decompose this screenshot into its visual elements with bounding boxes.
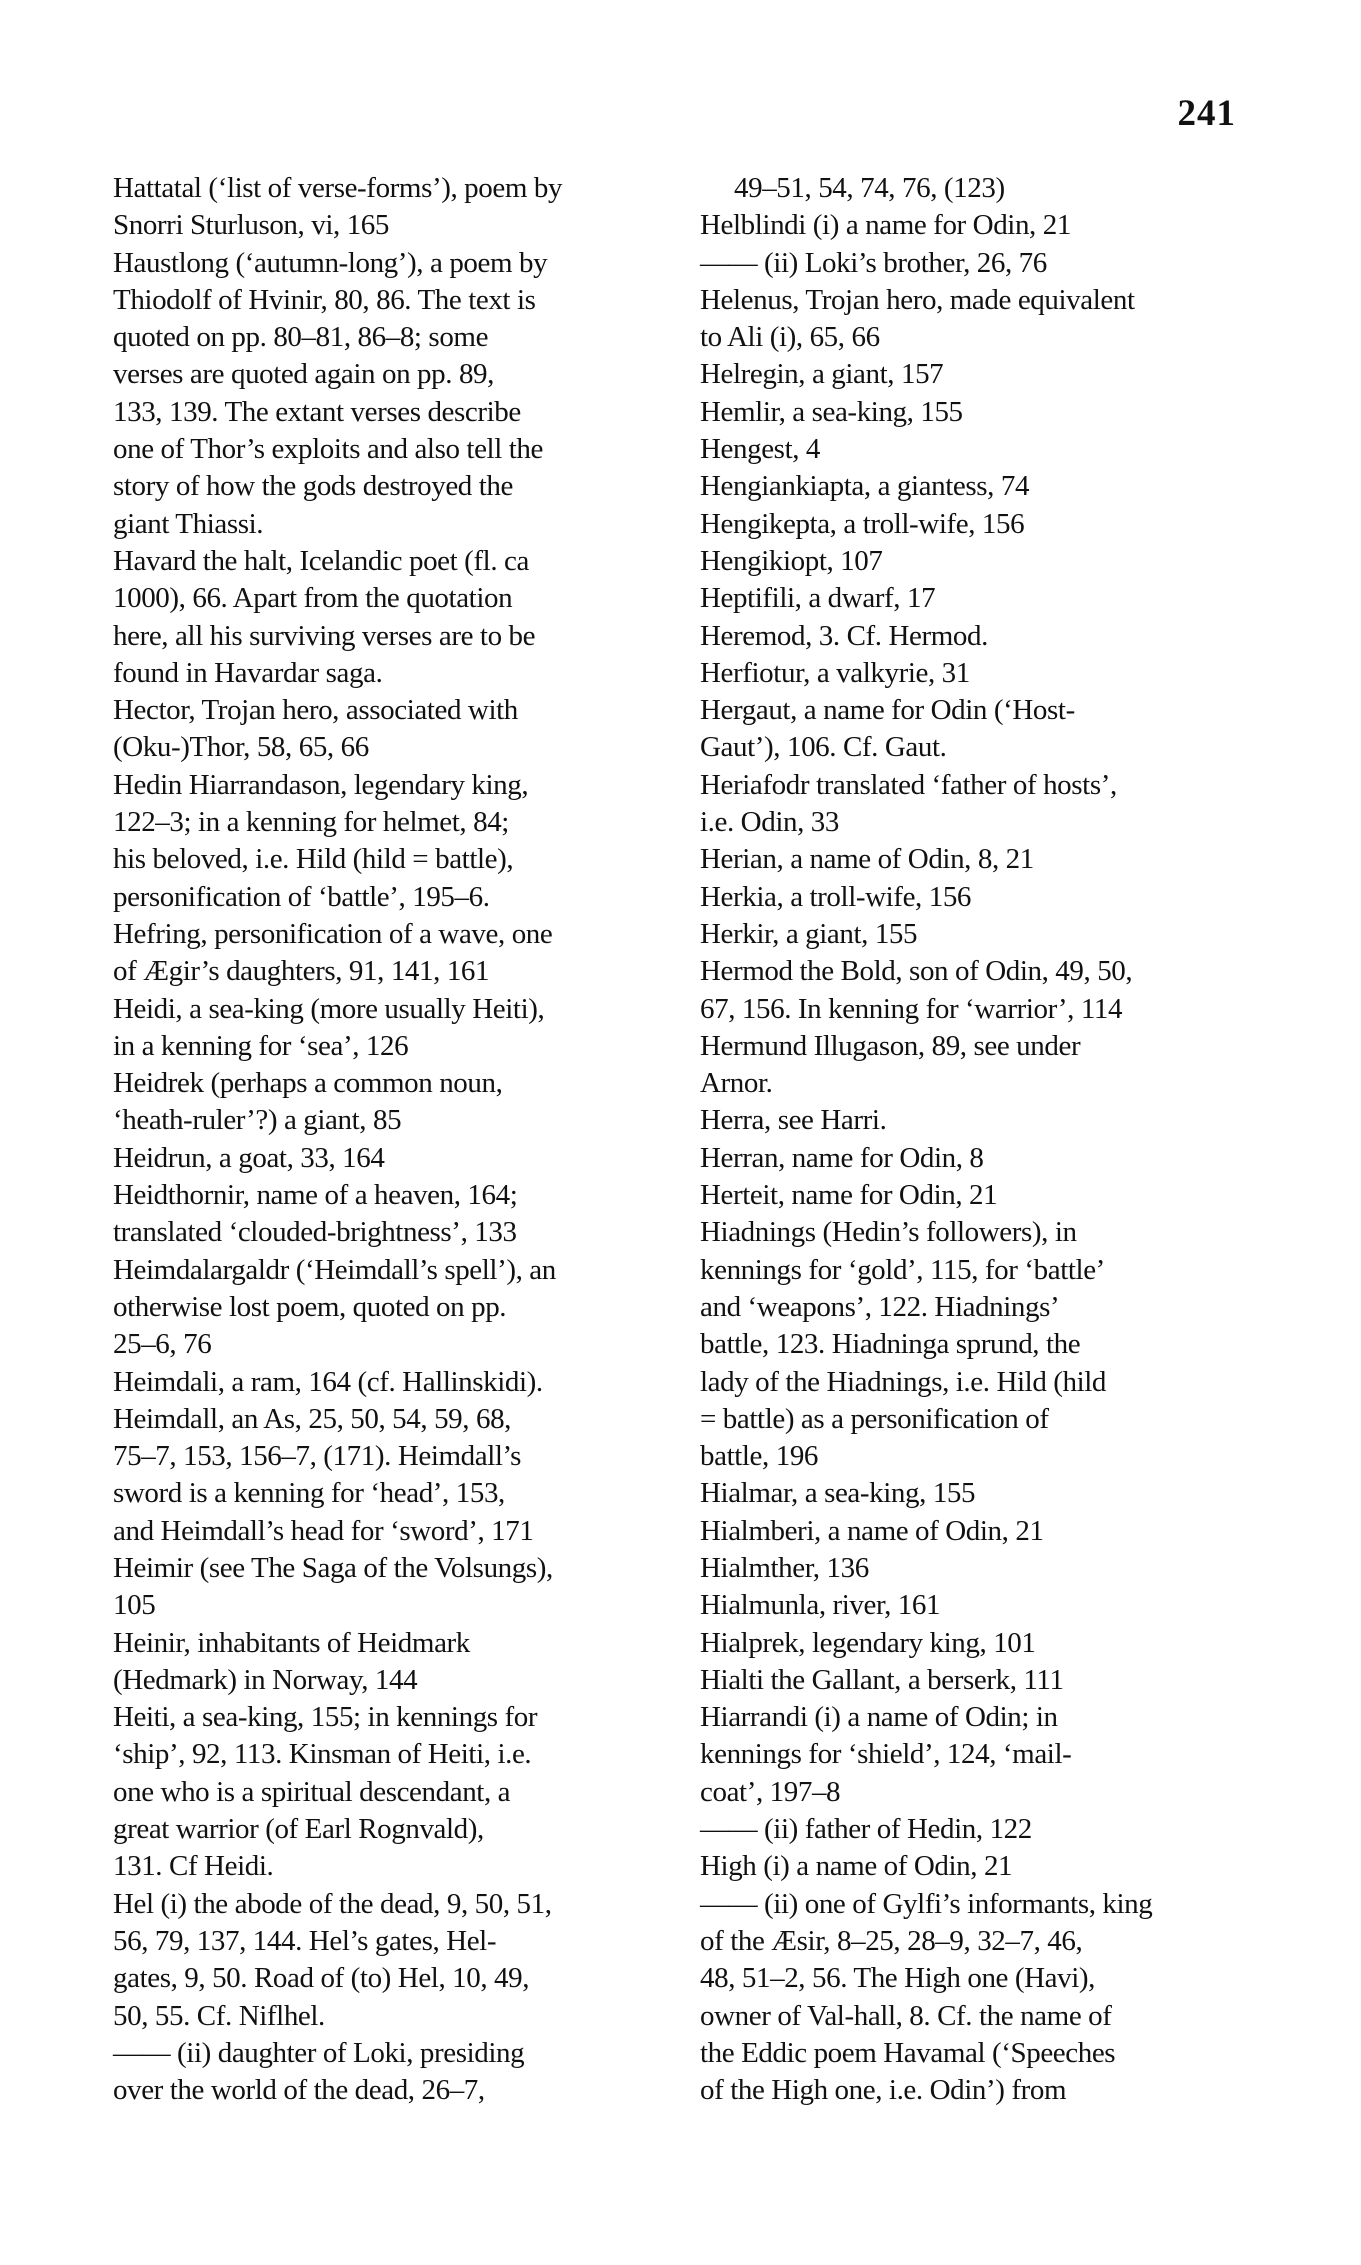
entry-line: one of Thor’s exploits and also tell the [113,433,543,466]
entry-line: = battle) as a personification of [700,1402,1049,1435]
index-entry [113,1401,673,1550]
entry-line: Heidrun, a goat, 33, 164 [113,1141,385,1174]
entry-line: battle, 123. Hiadninga sprund, the [700,1328,1081,1361]
entry-line: Heimdall, an As, 25, 50, 54, 59, 68, [113,1402,512,1435]
entry-line: Thiodolf of Hvinir, 80, 86. The text is [113,283,536,316]
index-entry [700,506,1260,543]
entry-line: in a kenning for ‘sea’, 126 [113,1029,409,1062]
index-entry [700,394,1260,431]
entry-line: Heimdalargaldr (‘Heimdall’s spell’), an [113,1253,556,1286]
index-entry [700,767,1260,842]
index-entry [700,1177,1260,1214]
index-entry [700,1811,1260,1848]
index-entry [113,1625,673,1700]
entry-line: Haustlong (‘autumn-long’), a poem by [113,246,548,279]
entry-line: of the Æsir, 8–25, 28–9, 32–7, 46, [700,1924,1083,1957]
entry-line: Hattatal (‘list of verse-forms’), poem by [113,172,563,204]
entry-line: i.e. Odin, 33 [700,806,839,839]
index-entry [113,245,673,543]
index-entry [113,1699,673,1885]
entry-line: verses are quoted again on pp. 89, [113,358,495,391]
entry-line: story of how the gods destroyed the [113,470,513,503]
index-entry [113,2035,673,2110]
entry-line: Hiadnings (Hedin’s followers), in [700,1216,1077,1249]
entry-line: 1000), 66. Apart from the quotation [113,582,513,615]
entry-line: otherwise lost poem, quoted on pp. [113,1290,507,1323]
entry-line: High (i) a name of Odin, 21 [700,1850,1013,1883]
entry-line: gates, 9, 50. Road of (to) Hel, 10, 49, [113,1962,530,1995]
index-entry [113,916,673,991]
page-number: 241 [1177,93,1236,134]
entry-line: of Ægir’s daughters, 91, 141, 161 [113,955,490,988]
entry-line: Hialprek, legendary king, 101 [700,1626,1036,1659]
index-entry [700,1625,1260,1662]
entry-line: 122–3; in a kenning for helmet, 84; [113,806,509,839]
index-entry [700,1140,1260,1177]
entry-line: 67, 156. In kenning for ‘warrior’, 114 [700,992,1123,1025]
entry-line: 49–51, 54, 74, 76, (123) [734,172,1005,204]
entry-line: and ‘weapons’, 122. Hiadnings’ [700,1290,1060,1323]
entry-line: one who is a spiritual descendant, a [113,1775,511,1808]
index-entry [113,543,673,692]
entry-line: great warrior (of Earl Rognvald), [113,1813,484,1846]
entry-line: Herkir, a giant, 155 [700,917,918,950]
entry-line: here, all his surviving verses are to be [113,619,536,652]
entry-line: —— (ii) daughter of Loki, presiding [113,2036,525,2069]
index-entry [113,1065,673,1140]
entry-line: Gaut’), 106. Cf. Gaut. [700,731,947,764]
entry-line: Herteit, name for Odin, 21 [700,1179,998,1212]
entry-line: Hedin Hiarrandason, legendary king, [113,768,529,801]
index-entry [700,1214,1260,1475]
index-entry [113,1886,673,2035]
entry-line: Hector, Trojan hero, associated with [113,694,518,727]
entry-line: —— (ii) father of Hedin, 122 [700,1813,1032,1846]
index-entry [700,1475,1260,1512]
index-entry [700,953,1260,1028]
index-entry [700,1028,1260,1103]
index-entry [700,1662,1260,1699]
index-entry [113,1140,673,1177]
index-entry [700,1587,1260,1624]
index-entry [113,692,673,767]
entry-line: Heidi, a sea-king (more usually Heiti), [113,992,545,1025]
entry-line: his beloved, i.e. Hild (hild = battle), [113,843,514,876]
index-entry [700,692,1260,767]
entry-line: 131. Cf Heidi. [113,1850,274,1883]
entry-line: over the world of the dead, 26–7, [113,2074,485,2107]
entry-line: kennings for ‘gold’, 115, for ‘battle’ [700,1253,1105,1286]
left-index-column [113,170,673,2109]
entry-line: coat’, 197–8 [700,1775,841,1808]
entry-line: Hengest, 4 [700,433,821,466]
index-entry [700,879,1260,916]
entry-line: 75–7, 153, 156–7, (171). Heimdall’s [113,1440,522,1473]
entry-line: —— (ii) Loki’s brother, 26, 76 [700,246,1047,279]
entry-line: owner of Val-hall, 8. Cf. the name of [700,1999,1112,2032]
index-entry [700,431,1260,468]
entry-line: ‘ship’, 92, 113. Kinsman of Heiti, i.e. [113,1738,532,1771]
entry-line: 56, 79, 137, 144. Hel’s gates, Hel- [113,1924,497,1957]
entry-line: 25–6, 76 [113,1328,212,1361]
entry-line: Helblindi (i) a name for Odin, 21 [700,209,1071,242]
index-entry [700,468,1260,505]
entry-line: Havard the halt, Icelandic poet (fl. ca [113,544,529,577]
entry-line: Hialmar, a sea-king, 155 [700,1477,976,1510]
index-entry [700,245,1260,282]
entry-line: —— (ii) one of Gylfi’s informants, king [700,1887,1153,1920]
index-entry [700,655,1260,692]
entry-line: 105 [113,1589,156,1622]
entry-line: to Ali (i), 65, 66 [700,321,880,354]
entry-line: Arnor. [700,1067,773,1100]
entry-line: 133, 139. The extant verses describe [113,395,521,428]
entry-line: Snorri Sturluson, vi, 165 [113,209,389,242]
entry-line: Hengikiopt, 107 [700,544,883,577]
entry-line: found in Havardar saga. [113,656,383,689]
entry-line: Heiti, a sea-king, 155; in kennings for [113,1701,538,1734]
index-entry [700,1699,1260,1811]
entry-line: Heremod, 3. Cf. Hermod. [700,619,988,652]
index-entry [700,841,1260,878]
index-entry [700,1848,1260,1885]
entry-line: Hermund Illugason, 89, see under [700,1029,1081,1062]
entry-line: Hengikepta, a troll-wife, 156 [700,507,1025,540]
entry-line: Herran, name for Odin, 8 [700,1141,984,1174]
entry-line: Heinir, inhabitants of Heidmark [113,1626,470,1659]
index-entry [700,543,1260,580]
right-index-column [700,170,1260,2109]
entry-line: translated ‘clouded-brightness’, 133 [113,1216,517,1249]
entry-line: and Heimdall’s head for ‘sword’, 171 [113,1514,534,1547]
entry-line: kennings for ‘shield’, 124, ‘mail- [700,1738,1072,1771]
entry-line: Helenus, Trojan hero, made equivalent [700,283,1135,316]
entry-line: Hel (i) the abode of the dead, 9, 50, 51, [113,1887,552,1920]
index-entry [700,1886,1260,2110]
entry-line: giant Thiassi. [113,507,264,540]
index-entry [700,1550,1260,1587]
entry-line: Hefring, personification of a wave, one [113,917,553,950]
index-entry [700,356,1260,393]
entry-line: Hengiankiapta, a giantess, 74 [700,470,1030,503]
index-entry [700,282,1260,357]
entry-line: Heidthornir, name of a heaven, 164; [113,1179,518,1212]
index-entry [700,580,1260,617]
entry-line: (Hedmark) in Norway, 144 [113,1663,418,1696]
index-entry [113,1550,673,1625]
entry-line: Heptifili, a dwarf, 17 [700,582,936,615]
entry-line: Herkia, a troll-wife, 156 [700,880,972,913]
entry-line: Hialmunla, river, 161 [700,1589,941,1622]
index-entry-continuation [700,170,1260,207]
entry-line: personification of ‘battle’, 195–6. [113,880,490,913]
index-entry [700,1102,1260,1139]
entry-line: Herfiotur, a valkyrie, 31 [700,656,970,689]
entry-line: Hemlir, a sea-king, 155 [700,395,963,428]
entry-line: (Oku-)Thor, 58, 65, 66 [113,731,369,764]
entry-line: Helregin, a giant, 157 [700,358,944,391]
entry-line: Hiarrandi (i) a name of Odin; in [700,1701,1058,1734]
entry-line: lady of the Hiadnings, i.e. Hild (hild [700,1365,1107,1398]
entry-line: quoted on pp. 80–81, 86–8; some [113,321,489,354]
index-entry [700,1513,1260,1550]
entry-line: Heriafodr translated ‘father of hosts’, [700,768,1117,801]
index-entry [700,207,1260,244]
index-entry [113,1177,673,1252]
entry-line: Hialmberi, a name of Odin, 21 [700,1514,1044,1547]
index-entry [113,170,673,245]
entry-line: Heimir (see The Saga of the Volsungs), [113,1551,553,1584]
entry-line: the Eddic poem Havamal (‘Speeches [700,2036,1116,2069]
entry-line: of the High one, i.e. Odin’) from [700,2074,1067,2107]
entry-line: ‘heath-ruler’?) a giant, 85 [113,1104,402,1137]
entry-line: 50, 55. Cf. Niflhel. [113,1999,325,2032]
entry-line: Hialmther, 136 [700,1551,869,1584]
entry-line: Heimdali, a ram, 164 (cf. Hallinskidi). [113,1365,543,1398]
entry-line: Hialti the Gallant, a berserk, 111 [700,1663,1064,1696]
entry-line: Heidrek (perhaps a common noun, [113,1067,503,1100]
entry-line: 48, 51–2, 56. The High one (Havi), [700,1962,1096,1995]
entry-line: Hergaut, a name for Odin (‘Host- [700,694,1075,727]
entry-line: battle, 196 [700,1440,819,1473]
index-entry [113,767,673,916]
entry-line: Herra, see Harri. [700,1104,887,1137]
entry-line: sword is a kenning for ‘head’, 153, [113,1477,505,1510]
index-entry [113,1252,673,1364]
index-entry [113,1364,673,1401]
index-entry [700,916,1260,953]
entry-line: Herian, a name of Odin, 8, 21 [700,843,1034,876]
index-entry [113,991,673,1066]
entry-line: Hermod the Bold, son of Odin, 49, 50, [700,955,1133,988]
index-entry [700,618,1260,655]
